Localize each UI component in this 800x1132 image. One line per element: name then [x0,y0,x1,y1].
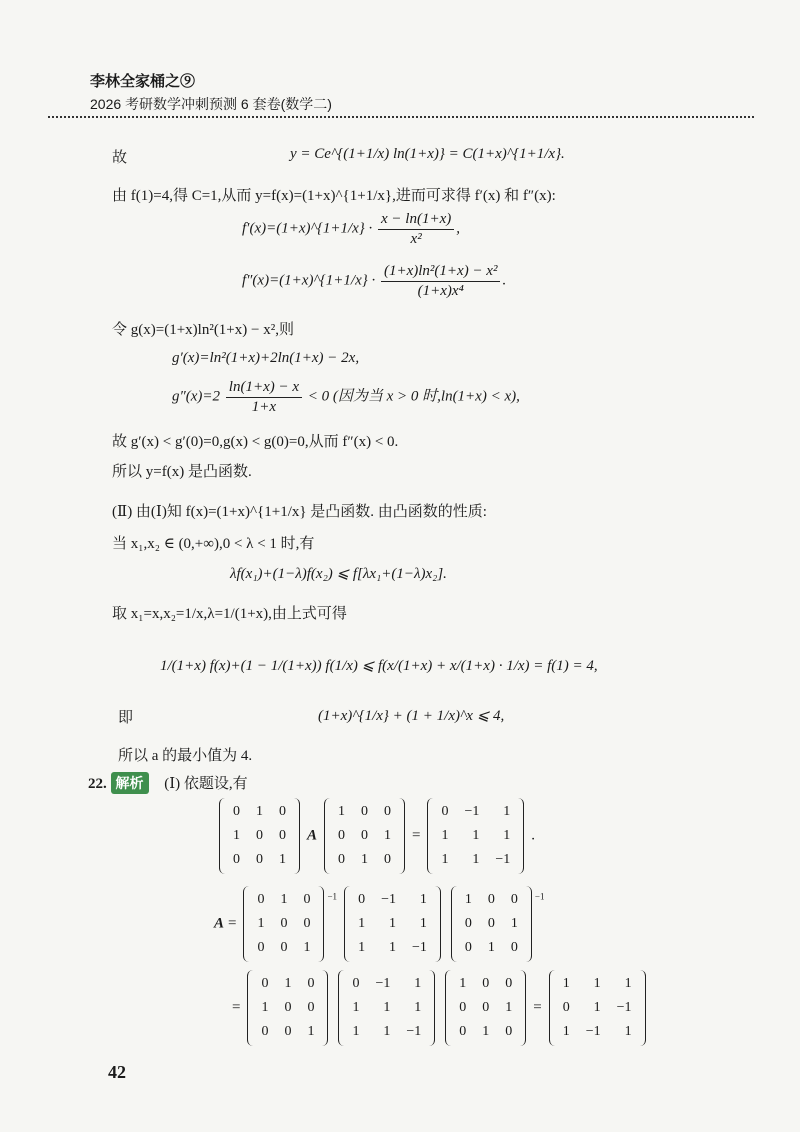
matrix-cell: 1 [358,940,366,955]
matrix-row [457,936,526,960]
matrix-cell: 0 [307,1000,315,1015]
matrix-cell: 0 [459,1024,467,1039]
text-line-10: (Ⅱ) 由(Ⅰ)知 f(x)=(1+x)^{1+1/x} 是凸函数. 由凸函数的性质: [112,504,487,520]
gsecond-den: 1+x [251,398,277,415]
equation-fprime: f′(x)=(1+x)^{1+1/x} · $\frac{x - \ln(1+x)}{\text{x²}}$ , [242,211,460,247]
matrix-result [549,970,646,1046]
matrix-A-label: A [307,827,318,844]
matrix-cell: 0 [284,1000,292,1015]
matrix-perm1-b [247,970,328,1046]
matrix-cell: 1 [503,828,511,843]
matrix-row [457,912,526,936]
matrix-cell: −1 [411,940,427,955]
matrix-cell: 1 [261,1000,269,1015]
matrix-cell: 1 [624,1024,632,1039]
equation-substituted: 1/(1+x) f(x)+(1 − 1/(1+x)) f(1/x) ⩽ f(x/(1+x) + x/(1+x) · 1/x) = f(1) = 4, [160,658,598,674]
label-gu: 故 [112,150,128,166]
matrix-row [555,1020,640,1044]
matrix-cell: 0 [384,852,392,867]
matrix-cell: 0 [352,976,360,991]
matrix-cell: 1 [414,1000,422,1015]
matrix-row [330,800,399,824]
header-divider [48,116,754,118]
matrix-cell: 0 [510,940,518,955]
matrix-cell: 1 [358,916,366,931]
equation-gsecond [172,378,520,417]
matrix-cell: 1 [624,976,632,991]
matrix-cell: 0 [338,828,346,843]
matrix-cell: 0 [562,1000,570,1015]
matrix-cell: 0 [464,940,472,955]
matrix-cell: 0 [505,1024,513,1039]
matrix-row [433,848,518,872]
equation-fsecond: f″(x)=(1+x)^{1+1/x} · $\frac{\text{(1+x)ln²(1+x) − x²}}{\text{(1+x)x⁴}}$ . [242,263,507,299]
matrix-cell: 0 [257,892,265,907]
matrix-cell: 1 [472,828,480,843]
matrix-cell: 0 [256,852,263,867]
matrix-cell: 0 [256,828,263,843]
matrix-perm2-b [445,970,526,1046]
text-line-16: 所以 a 的最小值为 4. [118,748,253,764]
equation-result: (1+x)^{1/x} + (1 + 1/x)^x ⩽ 4, [318,708,505,724]
matrix-cell: 1 [279,852,286,867]
matrix-cell: 1 [280,892,288,907]
matrix-cell: −1 [375,976,391,991]
matrix-cell: −1 [464,804,480,819]
matrix-cell: 1 [338,804,346,819]
q22-intro: (Ⅰ) 依题设,有 [164,776,248,792]
matrix-cell: 1 [419,916,427,931]
matrix-cell: 1 [383,1024,391,1039]
matrix-cell: 0 [384,804,392,819]
matrix-cell: −1 [406,1024,422,1039]
matrix-row [253,996,322,1020]
matrix-cell: 1 [414,976,422,991]
matrix-cell: 0 [338,852,346,867]
matrix-row [253,1020,322,1044]
book-title: 2026 考研数学冲刺预测 6 套卷(数学二) [90,96,332,112]
equation-gprime: g′(x)=ln²(1+x)+2ln(1+x) − 2x, [172,350,360,366]
matrix-equation-1: 0 1 0 1 0 0 0 0 1 A 1 0 0 0 0 1 0 1 0 = 0 −1 1 1 1 1 1 1 −1 . [216,798,535,874]
fprime-num: x − ln(1+x) [378,210,454,230]
matrix-row [451,972,520,996]
matrix-row [225,800,294,824]
matrix-row [350,936,435,960]
matrix-row [350,912,435,936]
matrix-cell: −1 [381,892,396,907]
matrix-row [451,996,520,1020]
matrix-cell: 0 [358,892,366,907]
matrix-cell: 0 [487,916,495,931]
matrix-cell: 0 [505,976,513,991]
gsecond-num: ln(1+x) − x [226,378,302,398]
matrix-cell: 0 [459,1000,467,1015]
matrix-cell: 1 [388,940,396,955]
fprime-left: f′(x)=(1+x)^{1+1/x} · [242,220,373,237]
matrix-row [433,800,518,824]
matrix-cell: 1 [284,976,292,991]
matrix-cell: 0 [279,828,286,843]
matrix-cell: 0 [279,804,286,819]
matrix-row [555,972,640,996]
matrix-row [344,996,429,1020]
matrix-equation-2: A = 0 1 0 1 0 0 0 0 1 $^{-1}$ 0 −1 1 1 1 1 1 1 −1 1 0 0 0 0 1 0 1 0 $^{-1}$ [214,886,544,962]
matrix-cell: 1 [472,852,480,867]
matrix-row [225,848,294,872]
series-title: 李林全家桶之⑨ [90,73,196,90]
matrix-cell: 1 [487,940,495,955]
fprime-fraction [378,210,454,249]
matrix-row [249,912,318,936]
text-line-2: 由 f(1)=4,得 C=1,从而 y=f(x)=(1+x)^{1+1/x},进而可求得 f′(x) 和 f″(x): [112,188,556,204]
matrix-row [330,848,399,872]
matrix-cell: 0 [361,828,369,843]
matrix-row [225,824,294,848]
gsecond-left: g″(x)=2 [172,388,221,405]
matrix-cell: 0 [303,892,311,907]
text-line-9: 所以 y=f(x) 是凸函数. [112,464,252,480]
matrix-cell: 0 [233,852,240,867]
matrix-cell: 1 [352,1000,360,1015]
matrix-cell: 1 [482,1024,490,1039]
matrix-row [451,1020,520,1044]
matrix-cell: 0 [233,804,240,819]
matrix-cell: 1 [459,976,467,991]
matrix-cell: 1 [257,916,265,931]
matrix-cell: −1 [585,1024,601,1039]
matrix-cell: 0 [261,1024,269,1039]
matrix-cell: 1 [233,828,240,843]
matrix-cell: 1 [361,852,369,867]
matrix-row [350,888,435,912]
inverse-sup-1: −1 [327,891,338,902]
matrix-cell: 0 [487,892,495,907]
matrix-cell: 1 [562,1024,570,1039]
text-line-11: 当 x₁,x₂ ∈ (0,+∞),0 < λ < 1 时,有 [112,536,315,552]
matrix-cell: 0 [257,940,265,955]
matrix-cell: 1 [464,892,472,907]
text-line-13: 取 x₁=x,x₂=1/x,λ=1/(1+x),由上式可得 [112,606,347,622]
matrix-perm2-inv [451,886,532,962]
matrix-perm1 [219,798,300,874]
matrix-cell: 0 [482,976,490,991]
matrix-cell: 1 [419,892,427,907]
matrix-cell: 1 [593,976,601,991]
inverse-sup-2: −1 [534,891,545,902]
q22-badge: 解析 [111,772,149,794]
matrix-cell: 0 [261,976,269,991]
matrix-cell: 0 [280,940,288,955]
matrix-cell: 1 [505,1000,513,1015]
matrix-cell: 1 [441,828,449,843]
text-line-5: 令 g(x)=(1+x)ln²(1+x) − x²,则 [112,322,294,338]
matrix-cell: 1 [383,1000,391,1015]
matrix-A-label-2: A [214,915,225,932]
matrix-b-2 [344,886,441,962]
matrix-cell: −1 [495,852,511,867]
matrix-row [253,972,322,996]
label-ji: 即 [118,710,134,726]
gsecond-fraction [226,378,302,417]
matrix-perm2 [324,798,405,874]
matrix-row [249,936,318,960]
matrix-b-3 [338,970,435,1046]
matrix-cell: −1 [616,1000,632,1015]
matrix-row [344,972,429,996]
fsecond-fraction [381,262,500,301]
fsecond-den: (1+x)x⁴ [417,282,464,299]
matrix-cell: 1 [256,804,263,819]
matrix-row [457,888,526,912]
matrix-b [427,798,524,874]
matrix-cell: 1 [388,916,396,931]
matrix-cell: 1 [307,1024,315,1039]
text-line-8: 故 g′(x) < g′(0)=0,g(x) < g(0)=0,从而 f″(x) < 0. [112,434,399,450]
matrix-cell: 1 [510,916,518,931]
matrix-cell: 1 [441,852,449,867]
matrix-row [555,996,640,1020]
matrix-equation-3: = 0 1 0 1 0 0 0 0 1 0 −1 1 1 1 1 1 1 −1 1 0 0 0 0 1 0 1 0 = 1 1 1 0 1 −1 1 −1 1 [232,970,649,1046]
fsecond-left: f″(x)=(1+x)^{1+1/x} · [242,272,376,289]
fprime-den: x² [410,230,422,247]
q22-number: 22. [88,776,107,792]
matrix-cell: 0 [464,916,472,931]
page-number: 42 [108,1062,126,1082]
matrix-cell: 0 [303,916,311,931]
matrix-cell: 1 [593,1000,601,1015]
matrix-cell: 1 [562,976,570,991]
matrix-cell: 0 [307,976,315,991]
matrix-perm1-inv [243,886,324,962]
matrix-cell: 1 [352,1024,360,1039]
matrix-cell: 1 [303,940,311,955]
equation-y: y = Ce^{(1+1/x) ln(1+x)} = C(1+x)^{1+1/x}. [290,146,565,162]
fsecond-num: (1+x)ln²(1+x) − x² [381,262,500,282]
q22-header [88,772,248,794]
matrix-row [330,824,399,848]
matrix-cell: 0 [280,916,288,931]
matrix-row [249,888,318,912]
matrix-cell: 1 [503,804,511,819]
matrix-row [344,1020,429,1044]
gsecond-right: < 0 (因为当 x > 0 时,ln(1+x) < x), [307,388,520,405]
matrix-cell: 0 [482,1000,490,1015]
matrix-cell: 0 [361,804,369,819]
matrix-cell: 1 [384,828,392,843]
matrix-row [433,824,518,848]
matrix-cell: 0 [510,892,518,907]
equation-convex: λf(x₁)+(1−λ)f(x₂) ⩽ f[λx₁+(1−λ)x₂]. [230,566,447,582]
matrix-cell: 0 [441,804,449,819]
matrix-cell: 0 [284,1024,292,1039]
